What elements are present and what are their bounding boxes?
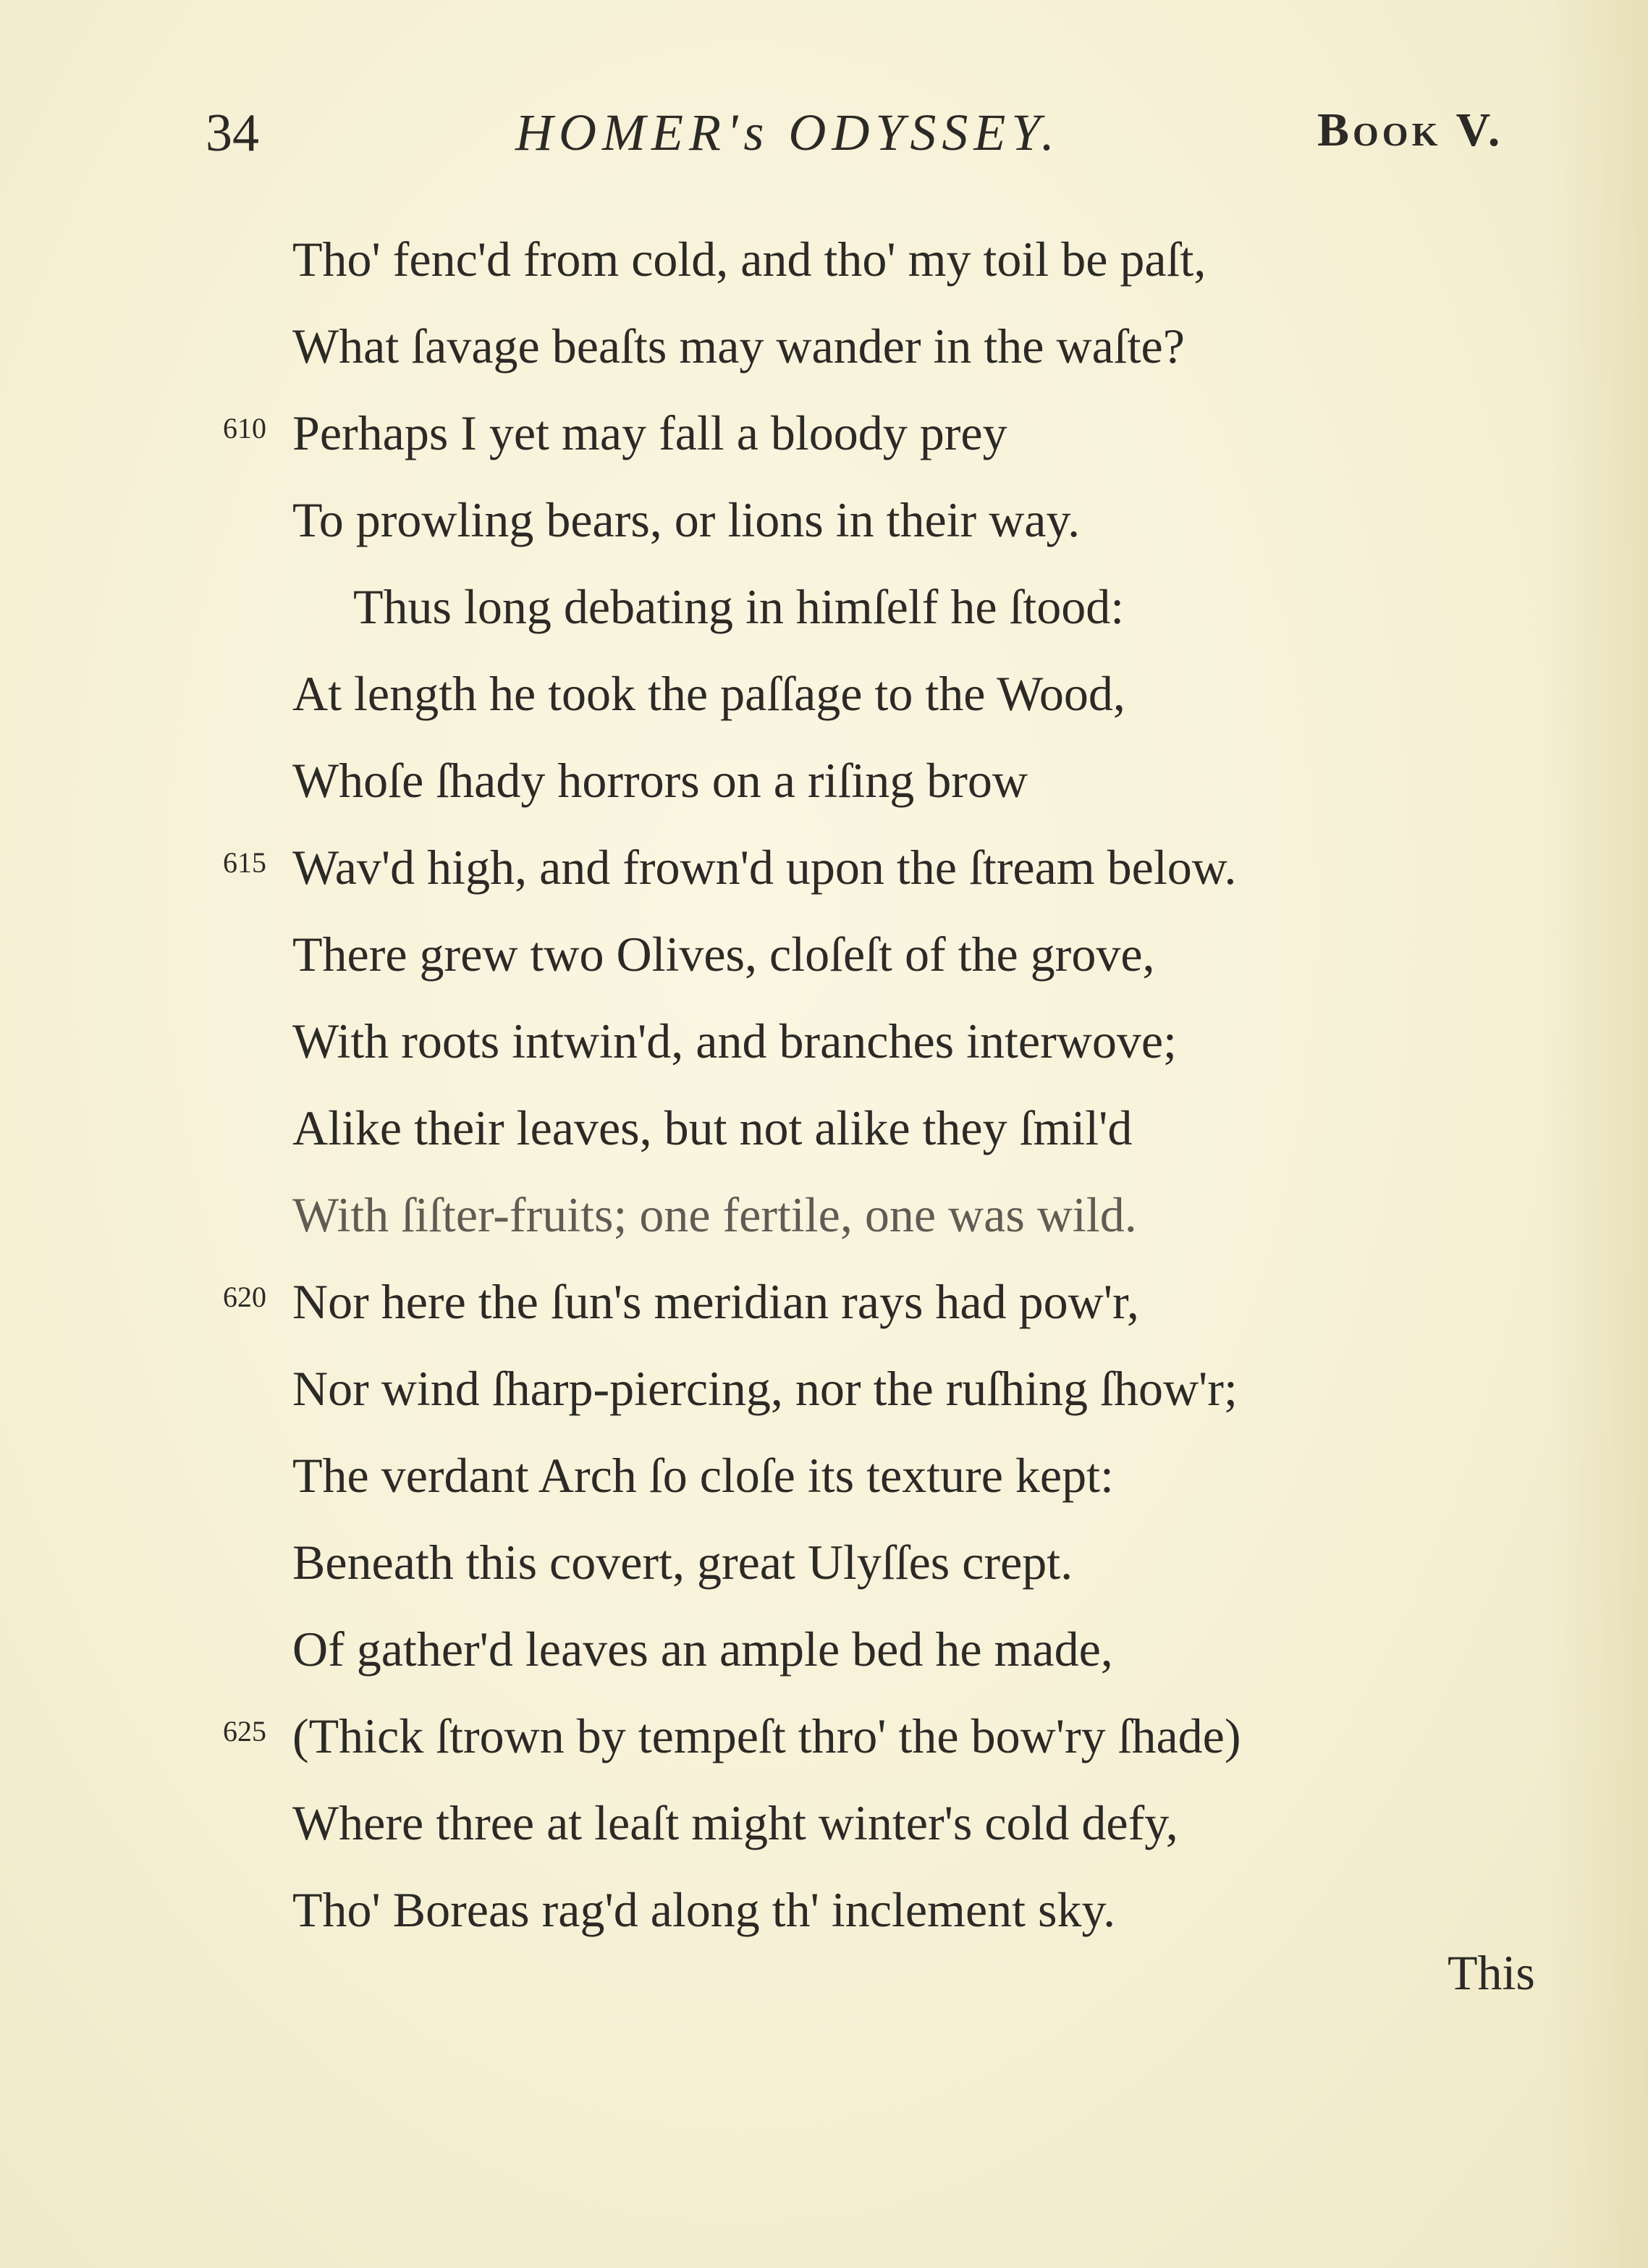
line-number: 615	[223, 846, 266, 879]
verse-line-text: (Thick ſtrown by tempeſt thro' the bow'ry ſhade)	[292, 1708, 1241, 1763]
verse-line	[223, 1258, 1595, 1345]
verse-line-text: Tho' fenc'd from cold, and tho' my toil be paſt,	[292, 232, 1207, 287]
verse-line	[292, 1084, 1595, 1171]
verse-line-text: Wav'd high, and frown'd upon the ſtream below.	[292, 840, 1237, 895]
verse-line-text: At length he took the paſſage to the Wood,	[292, 666, 1125, 721]
verse-line	[292, 911, 1595, 998]
verse-line-indented	[292, 563, 1595, 650]
verse-line	[292, 476, 1595, 563]
verse-line	[292, 650, 1595, 737]
verse-line-text: Thus long debating in himſelf he ſtood:	[353, 579, 1125, 634]
verse-line	[292, 1779, 1595, 1866]
verse-line-text: Tho' Boreas rag'd along th' inclement sky.	[292, 1882, 1116, 1937]
verse-line-text: There grew two Olives, cloſeſt of the grove,	[292, 927, 1155, 982]
verse-line-text: Perhaps I yet may fall a bloody prey	[292, 405, 1007, 460]
catchword: This	[1448, 1945, 1535, 2000]
verse-line-text: With ſiſter-fruits; one fertile, one was wild.	[292, 1187, 1137, 1242]
verse-line	[292, 998, 1595, 1084]
verse-line-text: Beneath this covert, great Ulyſſes crept.	[292, 1535, 1073, 1590]
line-number: 610	[223, 412, 266, 444]
verse-line	[292, 1432, 1595, 1519]
book-label: Book V.	[1317, 104, 1504, 156]
verse-line-text: With roots intwin'd, and branches interwove;	[292, 1013, 1177, 1068]
verse-line	[292, 303, 1595, 389]
verse-line	[292, 1171, 1595, 1258]
verse-line-text: Where three at leaſt might winter's cold defy,	[292, 1795, 1178, 1850]
verse-line	[292, 1345, 1595, 1432]
verse-line	[223, 389, 1595, 476]
line-number: 620	[223, 1281, 266, 1313]
page-number: 34	[206, 104, 259, 163]
verse-line	[292, 1519, 1595, 1606]
verse-line	[223, 824, 1595, 911]
verse-line-text: Alike their leaves, but not alike they ſmil'd	[292, 1100, 1133, 1155]
verse-line-text: Of gather'd leaves an ample bed he made,	[292, 1622, 1113, 1677]
verse-line	[292, 737, 1595, 824]
line-number: 625	[223, 1715, 266, 1748]
verse-line	[223, 1692, 1595, 1779]
verse-line-text: Nor wind ſharp-piercing, nor the ruſhing ſhow'r;	[292, 1361, 1238, 1416]
verse-line-text: To prowling bears, or lions in their way.	[292, 492, 1081, 547]
verse-line-text: The verdant Arch ſo cloſe its texture kept:	[292, 1448, 1114, 1503]
verse-line	[292, 216, 1595, 303]
verse-line-text: What ſavage beaſts may wander in the waſte?	[292, 319, 1185, 374]
verse-block	[223, 216, 1595, 1953]
verse-line-text: Nor here the ſun's meridian rays had pow'r,	[292, 1274, 1139, 1329]
running-title: HOMER's ODYSSEY.	[515, 104, 1060, 161]
verse-line	[292, 1606, 1595, 1692]
verse-line-text: Whoſe ſhady horrors on a riſing brow	[292, 753, 1028, 808]
verse-line	[292, 1866, 1595, 1953]
running-header	[0, 103, 1648, 190]
